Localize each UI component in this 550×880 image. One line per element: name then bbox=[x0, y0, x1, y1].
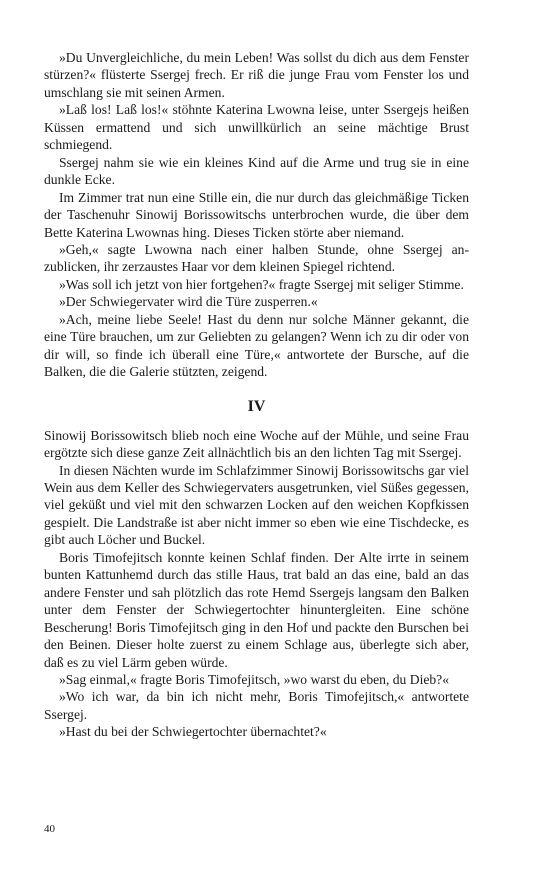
paragraph: »Hast du bei der Schwiegertochter übernachtet?« bbox=[59, 724, 327, 740]
chapter-heading: IV bbox=[247, 397, 266, 415]
paragraph: »Was soll ich jetzt von hier fortgehen?« fragte Ssergej mit seliger Stimme. bbox=[59, 276, 464, 292]
paragraph: In diesen Nächten wurde im Schlafzimmer Sinowij Borissowitschs gar viel Wein aus dem Keller des Schwiegervaters ausgetrunken, viel Süßes gegessen, viel geküßt und viel mit den schwarzen Locken auf den weichen Kopfkissen gespielt. Die Landstraße ist aber nicht immer so eben wie eine Tischdecke, es gibt auch Löcher und Buckel. bbox=[44, 462, 469, 548]
paragraph: »Wo ich war, da bin ich nicht mehr, Boris Timofejitsch,« antwortete Ssergej. bbox=[44, 689, 469, 722]
body-text bbox=[44, 49, 469, 741]
page-number: 40 bbox=[44, 823, 55, 835]
paragraph: Im Zimmer trat nun eine Stille ein, die nur durch das gleichmäßige Ticken der Taschenuhr Sinowij Borissowitschs unterbrochen wurde, die über dem Bette Katerina Lwownas hing. Dieses Ticken störte aber niemand. bbox=[44, 189, 469, 240]
paragraph: »Du Unvergleichliche, du mein Leben! Was sollst du dich aus dem Fenster stürzen?« flüsterte Ssergej frech. Er riß die junge Frau vom Fenster los und umschlang sie mit seinen Armen. bbox=[44, 50, 469, 100]
paragraph: »Der Schwiegervater wird die Türe zusperren.« bbox=[59, 294, 318, 310]
paragraph: Ssergej nahm sie wie ein kleines Kind auf die Arme und trug sie in eine dunkle Ecke. bbox=[44, 154, 469, 188]
paragraph: Boris Timofejitsch konnte keinen Schlaf finden. Der Alte irrte in seinem bunten Kattunhemd durch das stille Haus, trat bald an das eine, bald an das andere Fenster und sah plötzlich das rote Hemd Ssergejs langsam den Balken unter dem Fenster der Schwiegertochter hinuntergleiten. Eine schöne Bescherung! Boris Timofejitsch ging in den Hof und packte den Burschen bei den Beinen. Dieser holte zuerst zu einem Schlage aus, überlegte sich aber, daß es zu viel Lärm geben würde. bbox=[44, 549, 469, 670]
paragraph: »Ach, meine liebe Seele! Hast du denn nur solche Männer gekannt, die eine Türe brauchen, um zur Geliebten zu gelangen? Wenn ich zu dir oder von dir will, so finde ich überall eine Türe,« antwortete der Bursche, auf die Balken, die die Galerie stützten, zeigend. bbox=[44, 311, 469, 380]
paragraph: »Laß los! Laß los!« stöhnte Katerina Lwowna leise, unter Ssergejs heißen Küssen ermattend und sich unwillkürlich an seine mächtige Brust schmiegend. bbox=[44, 102, 469, 153]
paragraph: »Geh,« sagte Lwowna nach einer halben Stunde, ohne Ssergej anzublicken, ihr zerzaustes Haar vor dem kleinen Spiegel richtend. bbox=[44, 241, 469, 275]
paragraph: »Sag einmal,« fragte Boris Timofejitsch, »wo warst du eben, du Dieb?« bbox=[59, 671, 450, 687]
paragraph: Sinowij Borissowitsch blieb noch eine Woche auf der Mühle, und seine Frau ergötzte sich diese ganze Zeit allnächtlich bis an den lichten Tag mit Ssergej. bbox=[44, 427, 469, 461]
